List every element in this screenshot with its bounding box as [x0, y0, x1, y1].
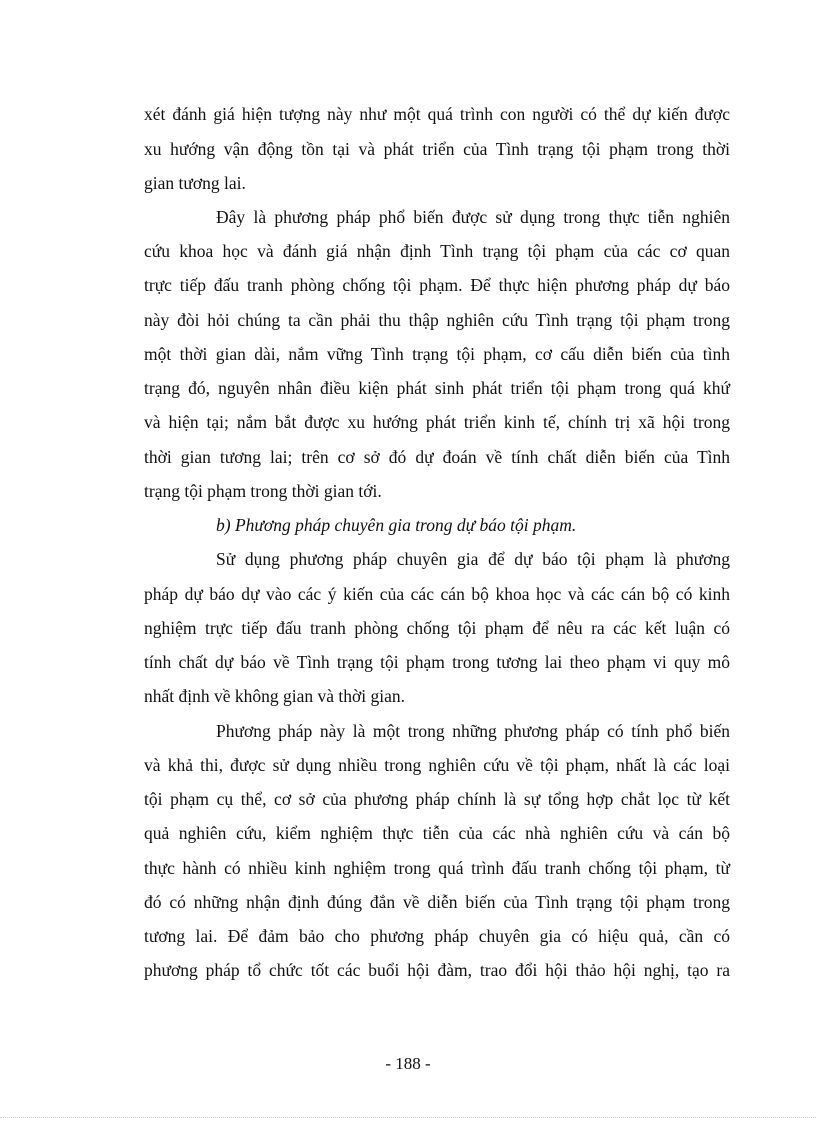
- text-line: tội phạm cụ thể, cơ sở của phương pháp chính là sự tổng hợp chắt lọc từ kết: [144, 789, 730, 809]
- text-line: nghiệm trực tiếp đấu tranh phòng chống tội phạm để nêu ra các kết luận có: [144, 618, 730, 638]
- text-line: gian tương lai.: [144, 173, 246, 193]
- text-line: Phương pháp này là một trong những phương pháp có tính phổ biến: [216, 721, 730, 741]
- text-line: này đòi hỏi chúng ta cần phải thu thập nghiên cứu Tình trạng tội phạm trong: [144, 310, 730, 330]
- text-line: xét đánh giá hiện tượng này như một quá trình con người có thể dự kiến được: [144, 104, 730, 124]
- text-line: quả nghiên cứu, kiểm nghiệm thực tiễn của các nhà nghiên cứu và cán bộ: [144, 823, 730, 843]
- text-line: trực tiếp đấu tranh phòng chống tội phạm. Để thực hiện phương pháp dự báo: [144, 275, 730, 295]
- text-line: nhất định về không gian và thời gian.: [144, 686, 406, 706]
- footer-divider: [0, 1117, 816, 1118]
- text-line: Sử dụng phương pháp chuyên gia để dự báo tội phạm là phương: [216, 549, 730, 569]
- text-line: pháp dự báo dự vào các ý kiến của các cán bộ khoa học và các cán bộ có kinh: [144, 584, 730, 604]
- text-line: trạng tội phạm trong thời gian tới.: [144, 481, 382, 501]
- text-line: một thời gian dài, nắm vững Tình trạng tội phạm, cơ cấu diễn biến của tình: [144, 344, 730, 364]
- text-line: thực hành có nhiều kinh nghiệm trong quá trình đấu tranh chống tội phạm, từ: [144, 858, 730, 878]
- text-line: tương lai. Để đảm bảo cho phương pháp chuyên gia có hiệu quả, cần có: [144, 926, 730, 946]
- text-line: và hiện tại; nắm bắt được xu hướng phát triển kinh tế, chính trị xã hội trong: [144, 412, 730, 432]
- text-line: thời gian tương lai; trên cơ sở đó dự đoán về tính chất diễn biến của Tình: [144, 447, 730, 467]
- page-number: - 188 -: [385, 1054, 431, 1073]
- text-line: cứu khoa học và đánh giá nhận định Tình trạng tội phạm của các cơ quan: [144, 241, 730, 261]
- text-line: tính chất dự báo về Tình trạng tội phạm trong tương lai theo phạm vi quy mô: [144, 652, 730, 672]
- text-line: đó có những nhận định đúng đắn về diễn biến của Tình trạng tội phạm trong: [144, 892, 730, 912]
- text-line: phương pháp tổ chức tốt các buổi hội đàm, trao đổi hội thảo hội nghị, tạo ra: [144, 960, 730, 980]
- section-heading: b) Phương pháp chuyên gia trong dự báo tội phạm.: [216, 515, 577, 535]
- text-line: xu hướng vận động tồn tại và phát triển của Tình trạng tội phạm trong thời: [144, 139, 730, 159]
- text-line: và khả thi, được sử dụng nhiều trong nghiên cứu về tội phạm, nhất là các loại: [144, 755, 730, 775]
- text-line: Đây là phương pháp phổ biến được sử dụng trong thực tiễn nghiên: [216, 207, 730, 227]
- text-line: trạng đó, nguyên nhân điều kiện phát sinh phát triển tội phạm trong quá khứ: [144, 378, 730, 398]
